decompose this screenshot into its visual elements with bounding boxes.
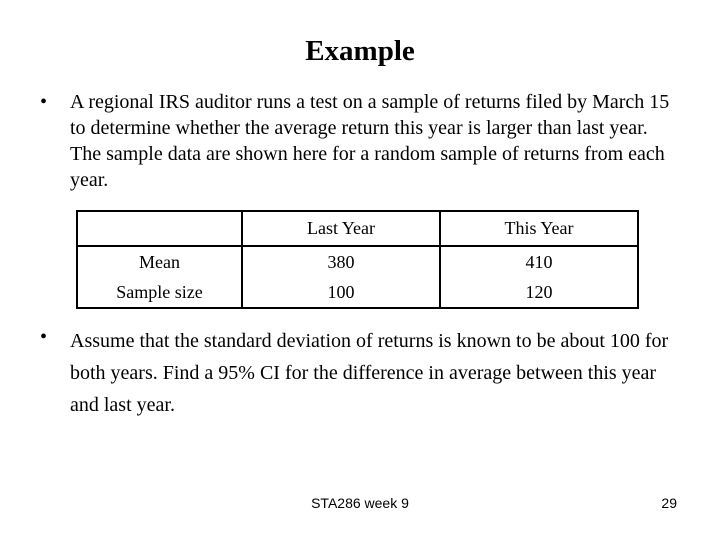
table-row-label: Mean bbox=[77, 246, 242, 277]
bullet-text: Assume that the standard deviation of returns is known to be about 100 for both years. Find a 95% CI for the difference in average between this year and last year. bbox=[70, 330, 669, 416]
table-cell: 120 bbox=[525, 281, 553, 302]
table-cell: 100 bbox=[242, 277, 440, 308]
table-row bbox=[77, 277, 638, 308]
bullet-list-top bbox=[40, 89, 680, 193]
bullet-item bbox=[40, 89, 680, 193]
bullet-icon: • bbox=[40, 91, 48, 113]
slide-title: Example bbox=[305, 35, 415, 67]
table-cell: 380 bbox=[242, 246, 440, 277]
table-cell: 410 bbox=[525, 251, 553, 272]
table-header-cell: Last Year bbox=[242, 211, 440, 246]
table-header-cell: This Year bbox=[440, 211, 638, 246]
bullet-item bbox=[40, 325, 680, 421]
table-row-label: Sample size bbox=[77, 277, 242, 308]
page-number: 29 bbox=[661, 495, 677, 511]
table-header-row bbox=[77, 211, 638, 246]
bullet-icon: • bbox=[40, 326, 48, 348]
footer-course-label: STA286 week 9 bbox=[311, 495, 409, 511]
bullet-text: A regional IRS auditor runs a test on a sample of returns filed by March 15 to determine whether the average return this year is larger than last year. The sample data are shown here for a random sample of returns from each year. bbox=[70, 91, 670, 191]
bullet-list-bottom bbox=[40, 325, 680, 421]
table-header-cell bbox=[77, 211, 242, 246]
sample-data-table bbox=[76, 210, 639, 309]
table-row bbox=[77, 246, 638, 277]
